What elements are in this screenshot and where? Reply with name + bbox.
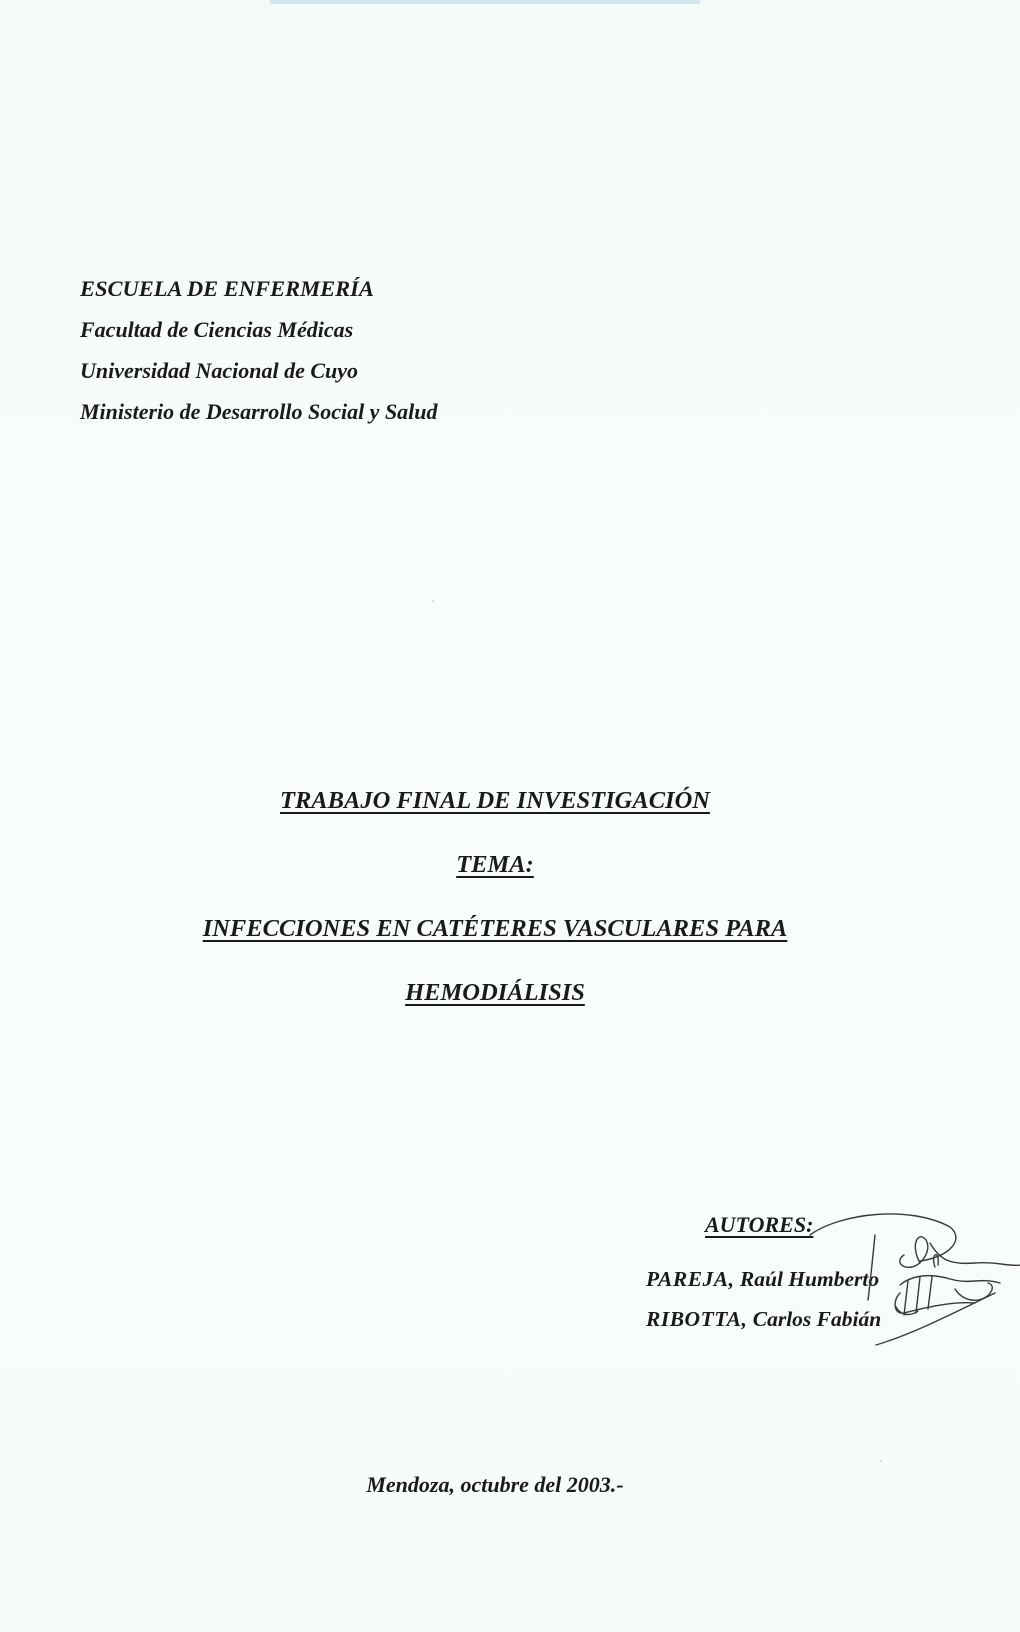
author-1-given-name: Raúl Humberto	[739, 1267, 880, 1291]
authors-label: AUTORES:	[705, 1212, 814, 1237]
scan-speck	[880, 1460, 882, 1462]
place-and-date: Mendoza, octubre del 2003.-	[366, 1472, 624, 1497]
work-type-title: TRABAJO FINAL DE INVESTIGACIÓN	[280, 787, 710, 814]
university-name: Universidad Nacional de Cuyo	[80, 358, 359, 383]
institution-header	[80, 268, 438, 432]
faculty-name: Facultad de Ciencias Médicas	[80, 317, 354, 342]
ministry-name: Ministerio de Desarrollo Social y Salud	[80, 399, 438, 424]
topic-line-2: HEMODIÁLISIS	[405, 979, 585, 1006]
scan-edge-mark	[270, 0, 700, 4]
school-name: ESCUELA DE ENFERMERÍA	[80, 276, 374, 301]
author-1-surname: PAREJA,	[646, 1267, 735, 1291]
author-2-surname: RIBOTTA,	[646, 1307, 748, 1331]
scan-speck	[432, 600, 434, 602]
topic-label: TEMA:	[456, 851, 534, 878]
topic-line-1: INFECCIONES EN CATÉTERES VASCULARES PARA	[202, 915, 788, 942]
handwritten-signatures	[800, 1205, 1020, 1370]
author-2-given-name: Carlos Fabián	[752, 1307, 882, 1331]
